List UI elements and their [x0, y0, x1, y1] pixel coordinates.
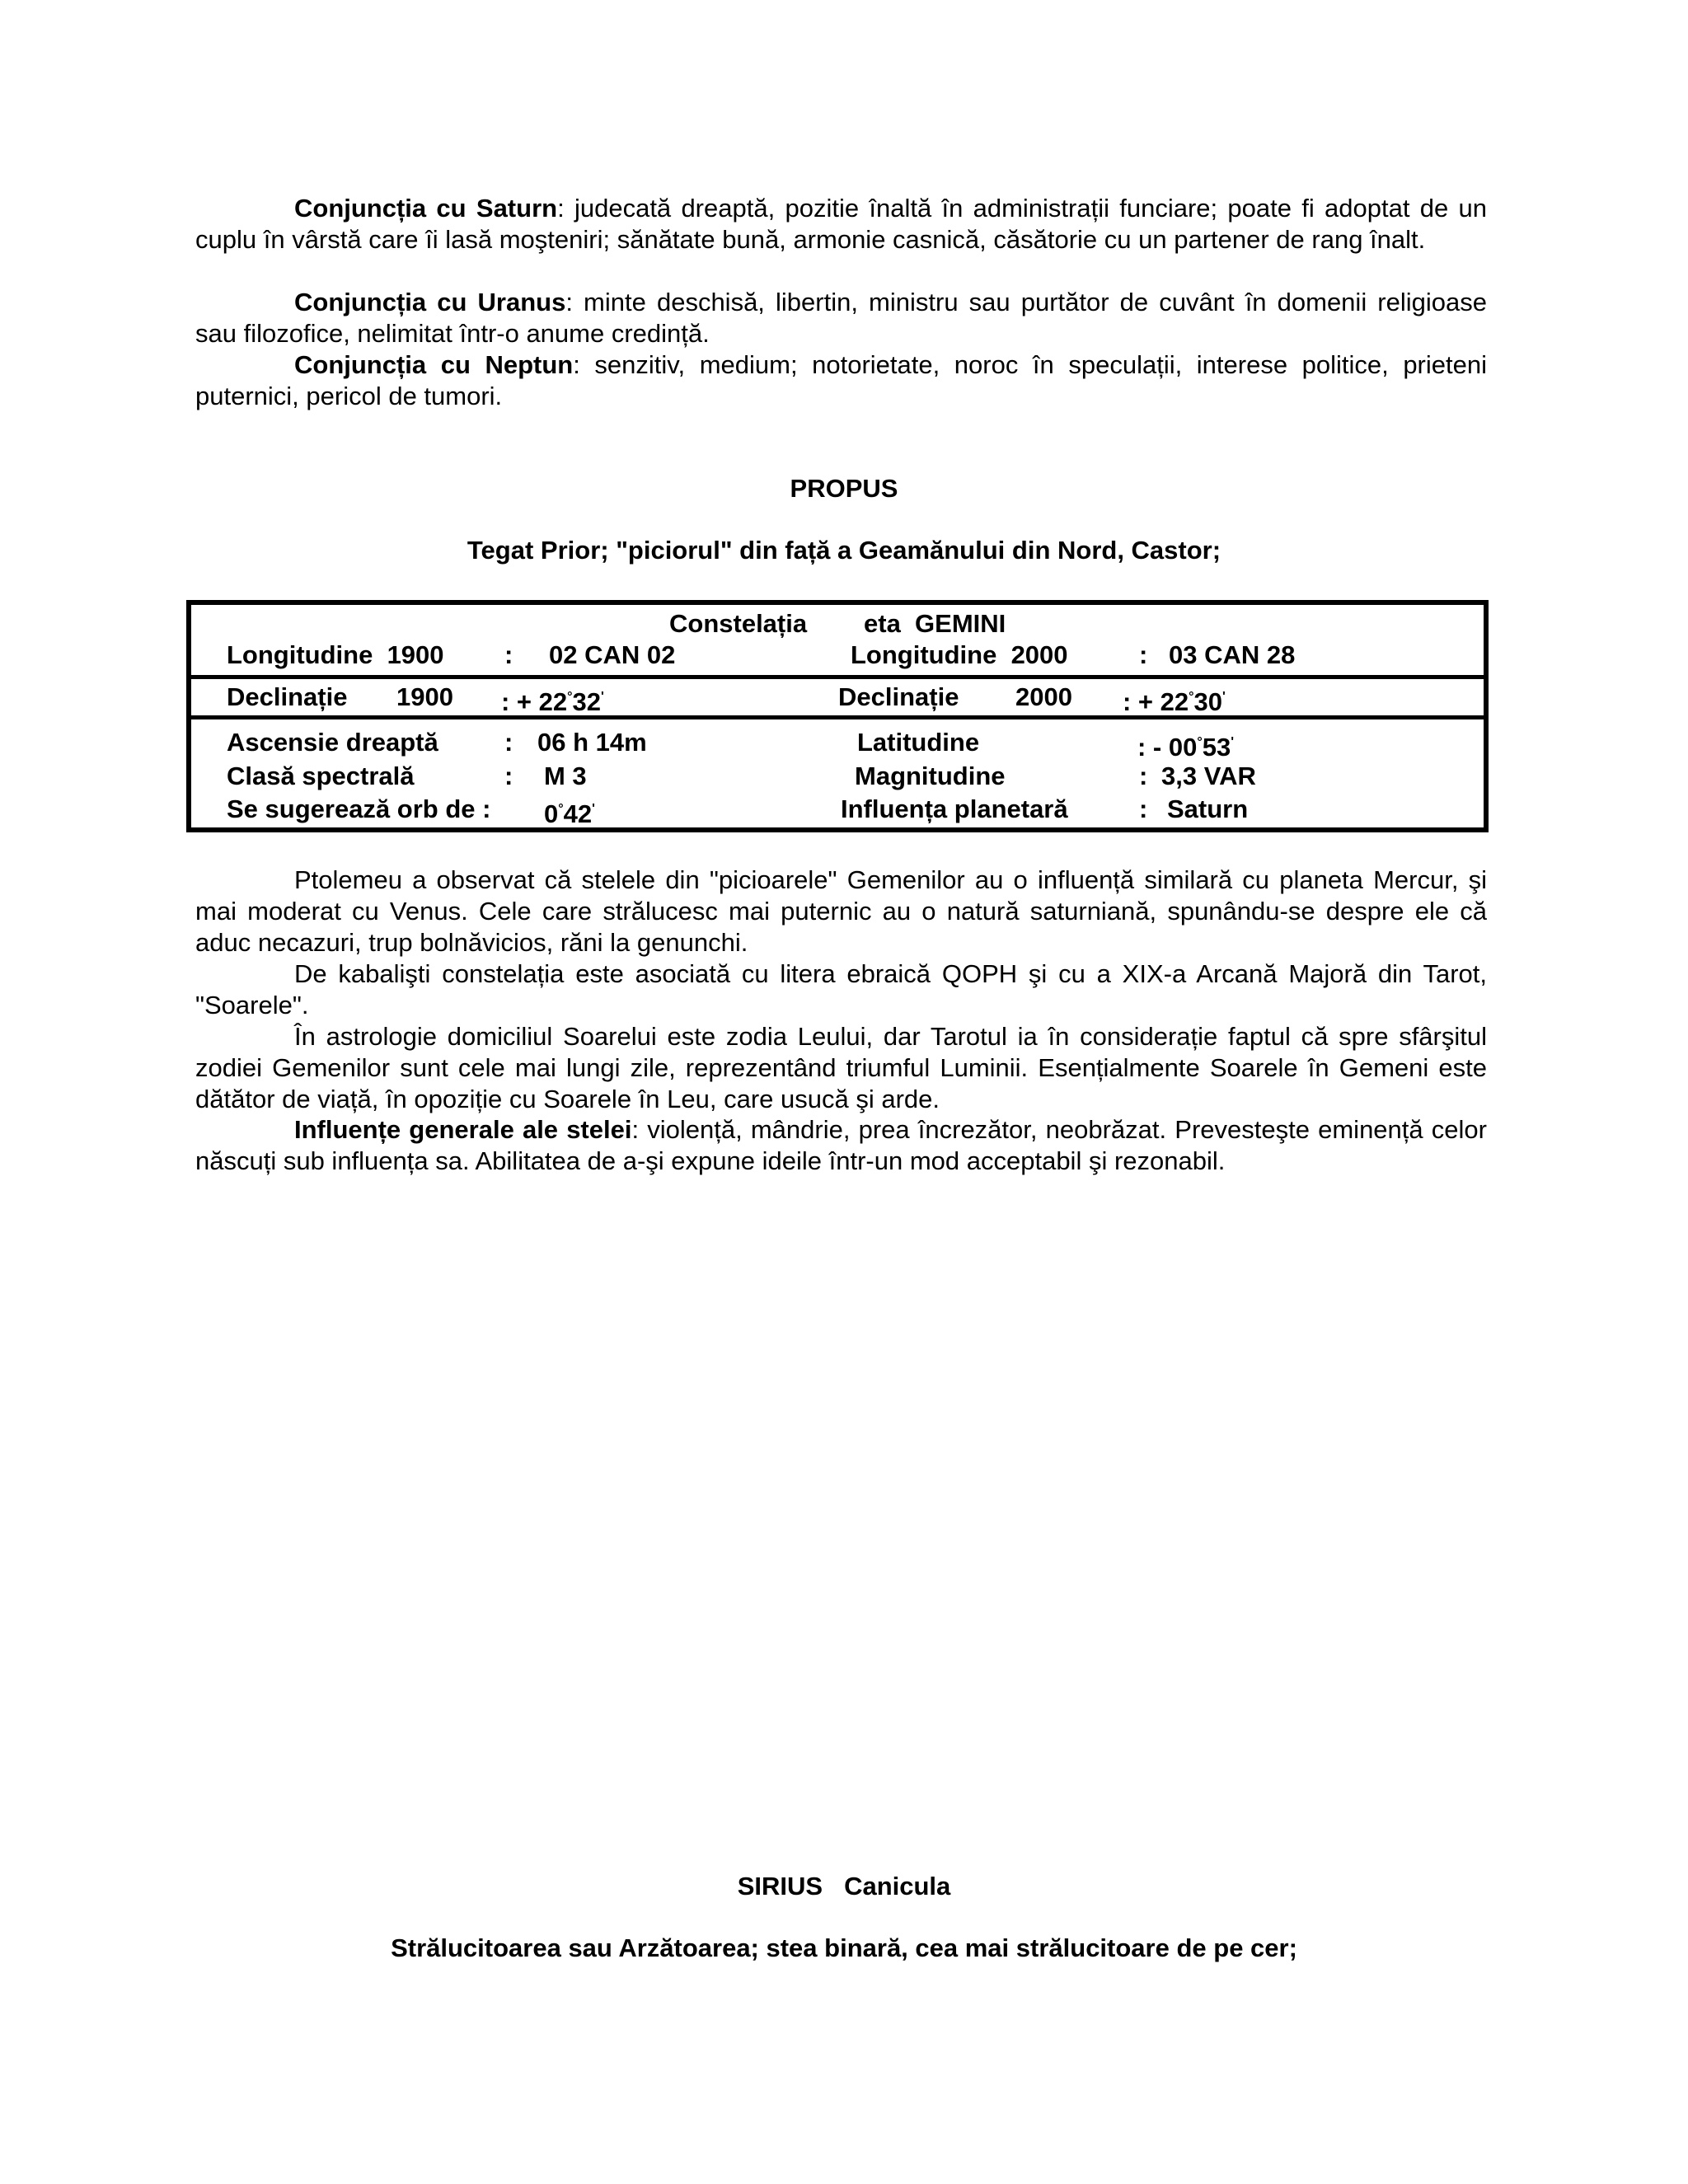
right-ascension-value: 06 h 14m — [537, 728, 647, 757]
constellation-label: Constelația — [669, 609, 808, 638]
star-data-table — [186, 600, 1489, 832]
sirius-title: SIRIUS Canicula — [737, 1872, 951, 1900]
magnitude-sep: : — [1139, 762, 1148, 790]
neptun-heading: Conjuncția cu Neptun — [294, 350, 574, 379]
latitude-value: : - 00°53' — [1137, 733, 1235, 762]
latitude-label: Latitudine — [857, 728, 980, 757]
spectral-class-label: Clasă spectrală — [227, 762, 415, 790]
right-ascension-sep: : — [504, 728, 513, 757]
paragraph-influente — [195, 1114, 1487, 1177]
magnitude-label: Magnitudine — [855, 762, 1006, 790]
declination-2000-label: Declinație — [838, 682, 959, 711]
longitude-1900-label: Longitudine 1900 — [227, 640, 444, 669]
longitude-2000-label: Longitudine 2000 — [851, 640, 1068, 669]
declination-2000-year: 2000 — [1015, 682, 1072, 711]
influente-heading: Influențe generale ale stelei — [294, 1115, 632, 1144]
right-ascension-label: Ascensie dreaptă — [227, 728, 438, 757]
influente-text: : violență, mândrie, prea încrezător, neobrăzat. Prevesteşte eminență celor născuți sub influența sa. Abilitatea de a-şi expune ideile într-un mod acceptabil şi rezonabil. — [195, 1115, 1487, 1175]
paragraph-saturn — [195, 193, 1487, 255]
table-divider — [191, 675, 1484, 679]
uranus-text: : minte deschisă, libertin, ministru sau purtător de cuvânt în domenii religioase sau filozofice, nelimitat într-o anume credință. — [195, 288, 1487, 348]
magnitude-value: 3,3 VAR — [1161, 762, 1256, 790]
paragraph-kabalisti: De kabalişti constelația este asociată cu litera ebraică QOPH şi cu a XIX-a Arcană Majoră din Tarot, "Soarele". — [195, 959, 1487, 1019]
orb-label: Se sugerează orb de : — [227, 794, 491, 823]
declination-1900-label: Declinație — [227, 682, 348, 711]
saturn-heading: Conjuncția cu Saturn — [294, 194, 558, 223]
declination-2000-value: : + 22°30' — [1123, 687, 1226, 716]
table-divider — [191, 715, 1484, 719]
constellation-value: eta GEMINI — [864, 609, 1006, 638]
planetary-influence-value: Saturn — [1167, 794, 1249, 823]
paragraph-neptun — [195, 349, 1487, 412]
longitude-1900-value: 02 CAN 02 — [549, 640, 676, 669]
propus-subtitle: Tegat Prior; "piciorul" din față a Geamănului din Nord, Castor; — [467, 536, 1221, 565]
propus-title: PROPUS — [790, 474, 898, 503]
longitude-2000-value: 03 CAN 28 — [1169, 640, 1296, 669]
spectral-class-value: M 3 — [544, 762, 587, 790]
declination-1900-year: 1900 — [396, 682, 453, 711]
paragraph-ptolemeu: Ptolemeu a observat că stelele din "picioarele" Gemenilor au o influență similară cu planeta Mercur, şi mai moderat cu Venus. Cele care strălucesc mai puternic au o natură saturniană, spunându-se despre ele că aduc necazuri, trup bolnăvicios, răni la genunchi. — [195, 865, 1487, 957]
paragraph-uranus — [195, 287, 1487, 349]
orb-value: 0°42' — [544, 799, 595, 828]
paragraph-astrologie: În astrologie domiciliul Soarelui este zodia Leului, dar Tarotul ia în considerație faptul că spre sfârşitul zodiei Gemenilor sunt cele mai lungi zile, reprezentând triumful Luminii. Esențialmente Soarele în Gemeni este dătător de viață, în opoziție cu Soarele în Leu, care usucă şi arde. — [195, 1022, 1487, 1113]
planetary-influence-sep: : — [1139, 794, 1148, 823]
sirius-subtitle: Strălucitoarea sau Arzătoarea; stea binară, cea mai strălucitoare de pe cer; — [391, 1933, 1297, 1962]
longitude-1900-sep: : — [504, 640, 513, 669]
longitude-2000-sep: : — [1139, 640, 1148, 669]
neptun-text: : senzitiv, medium; notorietate, noroc în speculații, interese politice, prieteni puternici, pericol de tumori. — [195, 350, 1487, 410]
saturn-text: : judecată dreaptă, pozitie înaltă în administrații funciare; poate fi adoptat de un cuplu în vârstă care îi lasă moşteniri; sănătate bună, armonie casnică, căsătorie cu un partener de rang înalt. — [195, 194, 1487, 254]
planetary-influence-label: Influența planetară — [841, 794, 1068, 823]
spectral-class-sep: : — [504, 762, 513, 790]
declination-1900-value: : + 22°32' — [501, 687, 604, 716]
uranus-heading: Conjuncția cu Uranus — [294, 288, 566, 316]
